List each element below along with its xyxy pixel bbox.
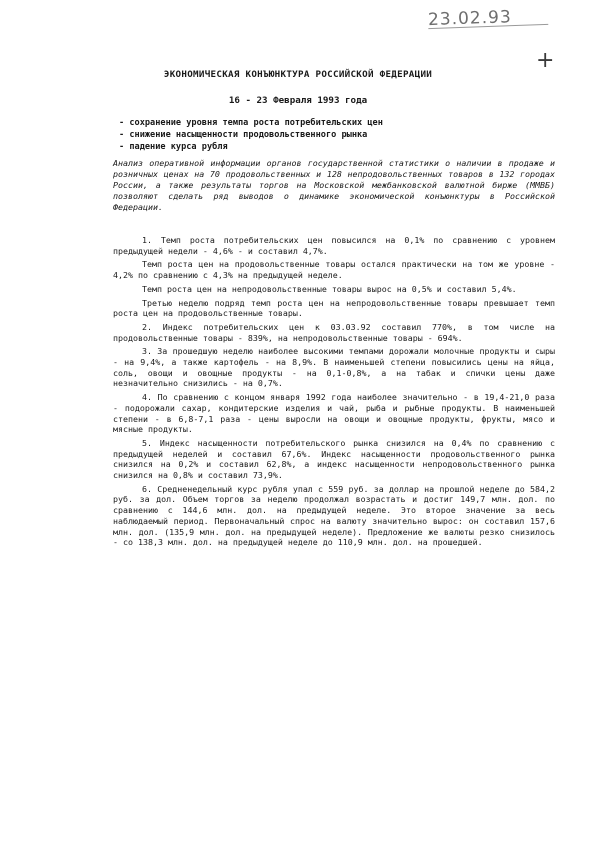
summary-bullets [119,117,383,153]
bullet-item: - снижение насыщенности продовольственного рынка [119,130,368,140]
handwritten-date-text: 23.02.93 [427,7,513,31]
body-paragraph: Третью неделю подряд темп роста цен на непродовольственные товары превышает темп роста цен на продовольственные товары. [113,297,555,319]
document-date-range: 16 - 23 Февраля 1993 года [228,95,368,106]
body-paragraph: Темп роста цен на продовольственные товары остался практически на том же уровне - 4,2% по сравнению с 4,3% на предыдущей неделе. [113,259,555,281]
document-title: ЭКОНОМИЧЕСКАЯ КОНЪЮНКТУРА РОССИЙСКОЙ ФЕДЕРАЦИИ [163,69,433,80]
body-paragraph: 1. Темп роста потребительских цен повысился на 0,1% по сравнению с уровнем предыдущей недели - 4,6% - и составил 4,7%. [113,235,555,256]
handwritten-cross-mark: + [536,48,555,73]
body-paragraph: 2. Индекс потребительских цен к 03.03.92 составил 770%, в том числе на продовольственные товары - 839%, на непродовольственные товары - 694%. [113,321,555,343]
intro-paragraph: Анализ оперативной информации органов государственной статистики о наличии в продаже и розничных ценах на 70 продовольственных и 128 непродовольственных товаров в 132 городах России, а также результаты торгов на Московской межбанковской валютной бирже (ММВБ) позволяют сделать ряд выводов о динамике экономической конъюнктуры в Российской Федерации. [113,158,555,212]
bullet-item: - сохранение уровня темпа роста потребительских цен [119,118,383,128]
body-paragraph: 3. За прошедшую неделю наиболее высокими темпами дорожали молочные продукты и сыры - на 9,4%, а также картофель - на 8,9%. В наименьшей степени повысились цены на яйца, соль, овощи и овощные продукты - на 0,1-0,8%, а на табак и спички цены даже незначительно снизились - на 0,7%. [113,346,555,389]
body-paragraph: 6. Средненедельный курс рубля упал с 559 руб. за доллар на прошлой неделе до 584,2 руб. за дол. Объем торгов за неделю продолжал возрастать и достиг 149,7 млн. дол. по сравнению с 144,6 млн. дол. на предыдущей неделе. Это второе значение за весь наблюдаемый период. Первоначальный спрос на валюту значительно вырос: он составил 157,6 млн. дол. (135,9 млн. дол. на предыдущей неделе). Предложение же валюты резко снизилось - со 138,3 млн. дол. на предыдущей неделе до 110,9 млн. дол. на прошедшей. [113,483,555,548]
body-paragraph: 5. Индекс насыщенности потребительского рынка снизился на 0,4% по сравнению с предыдущей неделей и составил 67,6%. Индекс насыщенности продовольственного рынка снизился на 0,2% и составил 62,8%, а индекс насыщенности непродовольственного рынка снизился на 0,8% и составил 73,9%. [113,437,555,481]
bullet-item: - падение курса рубля [119,142,228,152]
body-paragraph: Темп роста цен на непродовольственные товары вырос на 0,5% и составил 5,4%. [142,283,517,294]
body-paragraph: 4. По сравнению с концом января 1992 года наиболее значительно - в 19,4-21,0 раза - подорожали сахар, кондитерские изделия и чай, рыба и рыбные продукты. В наименьшей степени - в 6,8-7,1 раза - цены выросли на овощи и овощные продукты, фрукты, мясо и мясные продукты. [113,392,555,435]
document-body [113,235,555,551]
handwritten-date-note [428,6,549,29]
